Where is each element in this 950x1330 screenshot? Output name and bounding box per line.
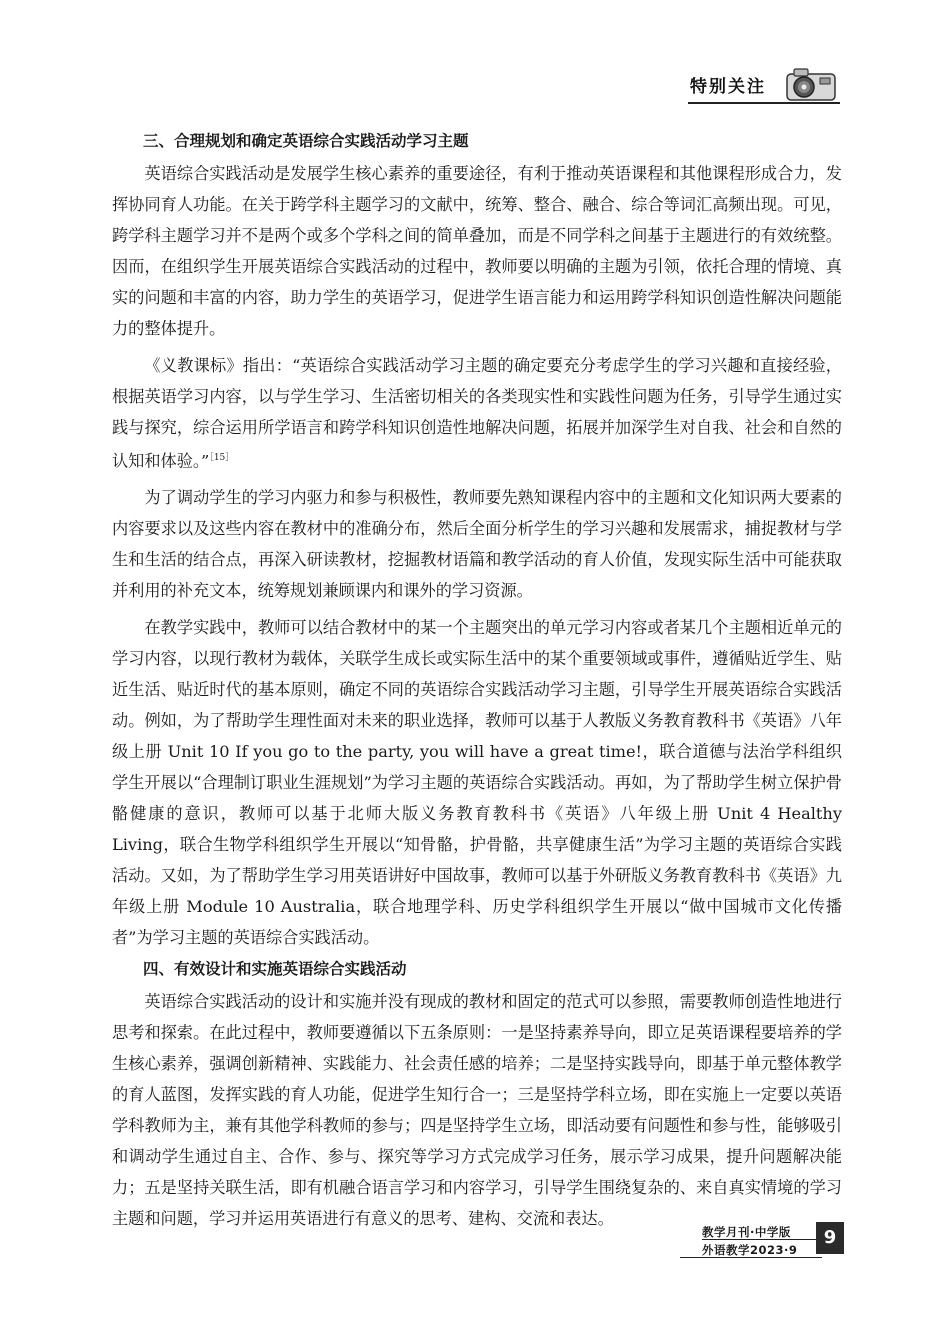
section-heading: 四、有效设计和实施英语综合实践活动 (143, 960, 407, 979)
quote-text: 《义教课标》指出：“英语综合实践活动学习主题的确定要充分考虑学生的学习兴趣和直接经验，根据英语学习内容，以与学生学习、生活密切相关的各类现实性和实践性问题为任务，引导学生通过实践与探究，综合运用所学语言和跨学科知识创造性地解决问题，拓展并加深学生对自我、社会和自然的认知和体验。” (112, 356, 842, 471)
journal-name: 教学月刊·中学版 (702, 1225, 791, 1239)
header-rule (688, 102, 840, 104)
paragraph (112, 350, 842, 476)
footer-rule (680, 1257, 822, 1258)
page-footer (680, 1222, 850, 1272)
page-number: 9 (816, 1222, 844, 1254)
paragraph: 为了调动学生的学习内驱力和参与积极性，教师要先熟知课程内容中的主题和文化知识两大要素的内容要求以及这些内容在教材中的准确分布，然后全面分析学生的学习兴趣和发展需求，捕捉教材与学生和生活的结合点，再深入研读教材，挖掘教材语篇和教学活动的育人价值，发现实际生活中可能获取并利用的补充文本，统筹规划兼顾课内和课外的学习资源。 (112, 488, 842, 601)
footer-rule (702, 1239, 822, 1240)
paragraph: 在教学实践中，教师可以结合教材中的某一个主题突出的单元学习内容或者某几个主题相近单元的学习内容，以现行教材为载体，关联学生成长或实际生活中的某个重要领域或事件，遵循贴近学生、贴近生活、贴近时代的基本原则，确定不同的英语综合实践活动学习主题，引导学生开展英语综合实践活动。例如，为了帮助学生理性面对未来的职业选择，教师可以基于人教版义务教育教科书《英语》八年级上册 Unit 10 If you go to the party, you will have a great time!，联合道德与法治学科组织学生开展以“合理制订职业生涯规划”为学习主题的英语综合实践活动。再如，为了帮助学生树立保护骨骼健康的意识，教师可以基于北师大版义务教育教科书《英语》八年级上册 Unit 4 Healthy Living，联合生物学科组织学生开展以“知骨骼，护骨骼，共享健康生活”为学习主题的英语综合实践活动。又如，为了帮助学生学习用英语讲好中国故事，教师可以基于外研版义务教育教科书《英语》九年级上册 Module 10 Australia，联合地理学科、历史学科组织学生开展以“做中国城市文化传播者”为学习主题的英语综合实践活动。 (112, 618, 842, 948)
running-header (0, 60, 950, 110)
journal-issue: 外语教学2023·9 (702, 1243, 798, 1257)
column-title: 特别关注 (690, 77, 766, 97)
citation-marker: ［15］ (209, 453, 235, 463)
paragraph: 英语综合实践活动是发展学生核心素养的重要途径，有利于推动英语课程和其他课程形成合力，发挥协同育人功能。在关于跨学科主题学习的文献中，统筹、整合、融合、综合等词汇高频出现。可见，跨学科主题学习并不是两个或多个学科之间的简单叠加，而是不同学科之间基于主题进行的有效统整。因而，在组织学生开展英语综合实践活动的过程中，教师要以明确的主题为引领，依托合理的情境、真实的问题和丰富的内容，助力学生的英语学习，促进学生语言能力和运用跨学科知识创造性解决问题能力的整体提升。 (112, 164, 842, 338)
article-body (112, 125, 842, 1234)
paragraph: 英语综合实践活动的设计和实施并没有现成的教材和固定的范式可以参照，需要教师创造性地进行思考和探索。在此过程中，教师要遵循以下五条原则：一是坚持素养导向，即立足英语课程要培养的学生核心素养，强调创新精神、实践能力、社会责任感的培养；二是坚持实践导向，即基于单元整体教学的育人蓝图，发挥实践的育人功能，促进学生知行合一；三是坚持学科立场，即在实施上一定要以英语学科教师为主，兼有其他学科教师的参与；四是坚持学生立场，即活动要有问题性和参与性，能够吸引和调动学生通过自主、合作、参与、探究等学习方式完成学习任务，展示学习成果，提升问题解决能力；五是坚持关联生活，即有机融合语言学习和内容学习，引导学生围绕复杂的、来自真实情境的学习主题和问题，学习并运用英语进行有意义的思考、建构、交流和表达。 (112, 992, 842, 1229)
camera-icon (784, 64, 840, 104)
section-heading: 三、合理规划和确定英语综合实践活动学习主题 (143, 132, 469, 150)
